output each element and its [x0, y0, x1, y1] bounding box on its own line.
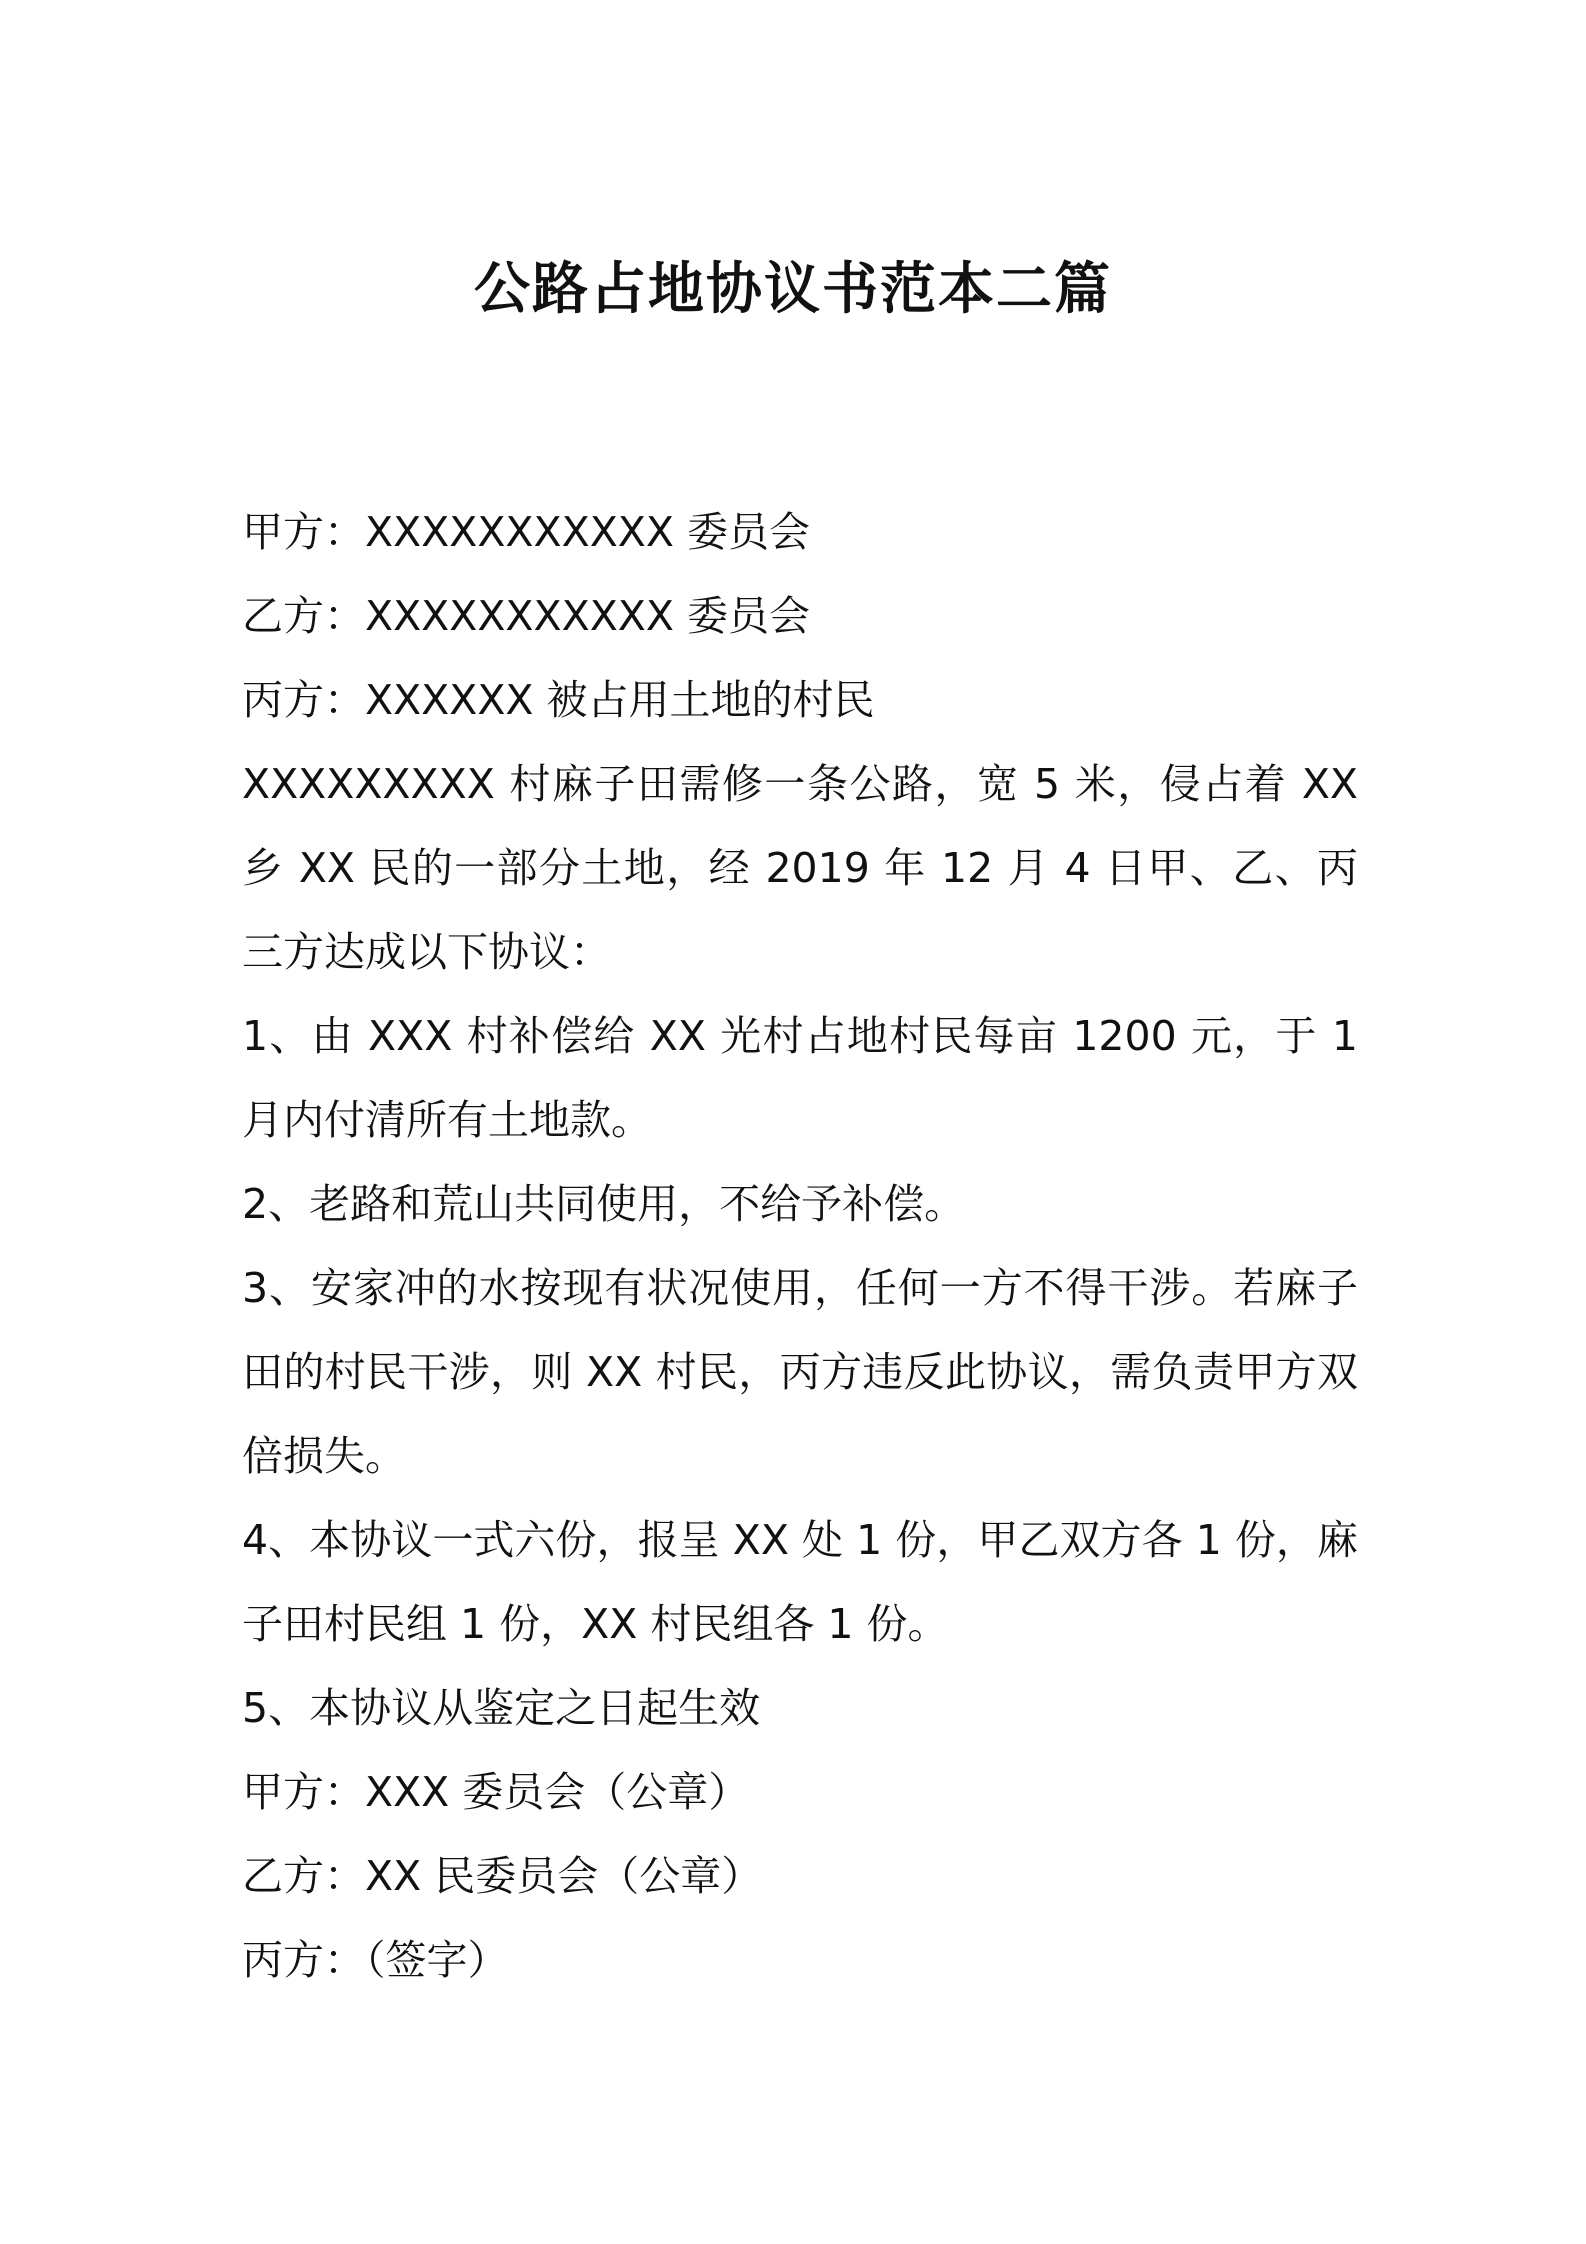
clause-1: 1、由 XXX 村补偿给 XX 光村占地村民每亩 1200 元，于 1 月内付清所有土地款。 — [242, 1012, 1358, 1144]
document-title: 公路占地协议书范本二篇 — [474, 257, 1112, 322]
party-b-line: 乙方：XXXXXXXXXXX 委员会 — [242, 592, 810, 640]
signature-party-b: 乙方：XX 民委员会（公章） — [242, 1852, 763, 1900]
document-body — [242, 490, 1358, 2002]
signature-party-c: 丙方：（签字） — [242, 1936, 509, 1984]
clause-3: 3、安家冲的水按现有状况使用，任何一方不得干涉。若麻子田的村民干涉，则 XX 村民，丙方违反此协议，需负责甲方双倍损失。 — [242, 1264, 1358, 1480]
clause-4: 4、本协议一式六份，报呈 XX 处 1 份，甲乙双方各 1 份，麻子田村民组 1 份，XX 村民组各 1 份。 — [242, 1516, 1358, 1648]
party-a-line: 甲方：XXXXXXXXXXX 委员会 — [242, 508, 810, 556]
party-c-line: 丙方：XXXXXX 被占用土地的村民 — [242, 676, 875, 724]
clause-5: 5、本协议从鉴定之日起生效 — [242, 1684, 761, 1732]
signature-party-a: 甲方：XXX 委员会（公章） — [242, 1768, 750, 1816]
clause-2: 2、老路和荒山共同使用，不给予补偿。 — [242, 1180, 966, 1228]
intro-paragraph: XXXXXXXXX 村麻子田需修一条公路，宽 5 米，侵占着 XX 乡 XX 民的一部分土地，经 2019 年 12 月 4 日甲、乙、丙三方达成以下协议： — [242, 760, 1358, 976]
